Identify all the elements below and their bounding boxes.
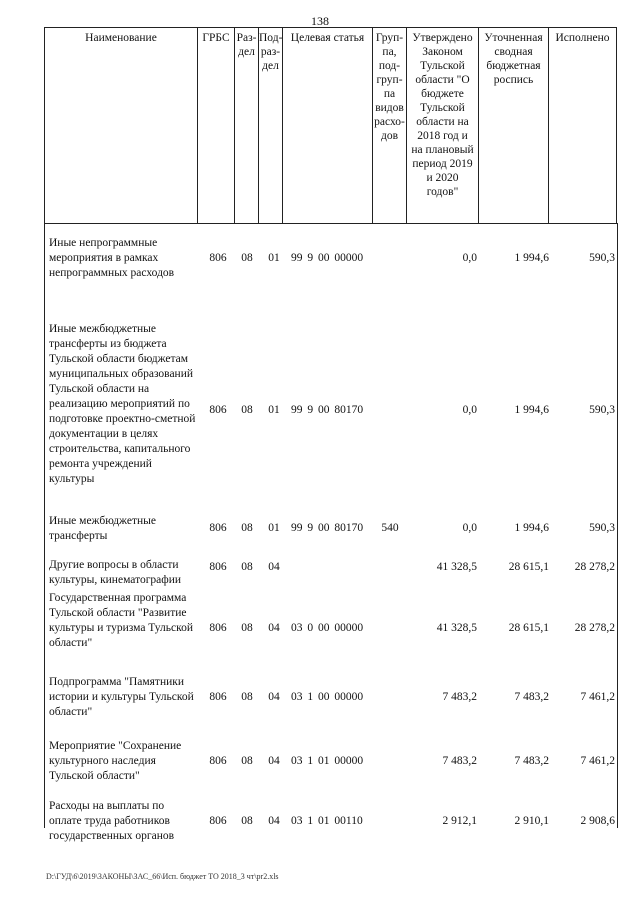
row-target: 03 1 00 00000: [291, 691, 364, 703]
header-group-text: Груп- па, под- груп- па видов расхо- дов: [374, 32, 405, 142]
row-refined: 2 910,1: [514, 815, 549, 827]
row-approved: 7 483,2: [442, 755, 477, 767]
header-grbs-text: ГРБС: [202, 32, 230, 44]
header-razdel-text: Раз- дел: [236, 32, 257, 58]
row-refined: 1 994,6: [514, 522, 549, 534]
row-approved: 41 328,5: [436, 561, 477, 573]
row-executed: 590,3: [589, 522, 615, 534]
row-grbs: 806: [209, 691, 227, 703]
row-refined: 28 615,1: [508, 622, 549, 634]
table-header: [44, 27, 617, 224]
row-name: Подпрограмма "Памятники истории и культуры Тульской области": [49, 676, 194, 718]
row-approved: 2 912,1: [442, 815, 477, 827]
row-approved: 7 483,2: [442, 691, 477, 703]
row-approved: 0,0: [462, 404, 477, 416]
row-target: 99 9 00 80170: [291, 404, 364, 416]
row-refined: 1 994,6: [514, 404, 549, 416]
row-podrazdel: 04: [268, 561, 280, 573]
row-approved: 0,0: [462, 252, 477, 264]
row-refined: 7 483,2: [514, 755, 549, 767]
row-razdel: 08: [241, 252, 253, 264]
row-approved: 0,0: [462, 522, 477, 534]
row-refined: 7 483,2: [514, 691, 549, 703]
row-podrazdel: 04: [268, 755, 280, 767]
row-razdel: 08: [241, 622, 253, 634]
row-target: 03 0 00 00000: [291, 622, 364, 634]
row-executed: 7 461,2: [580, 755, 615, 767]
header-approved-text: Утверждено Законом Тульской области "О бюджете Тульской области на 2018 год и на плановый период 2019 и 2020 годов": [411, 32, 474, 198]
table-body: [44, 223, 618, 842]
row-executed: 590,3: [589, 404, 615, 416]
row-group: 540: [381, 522, 399, 534]
header-executed-text: Исполнено: [555, 32, 610, 44]
row-executed: 2 908,6: [580, 815, 615, 827]
row-name: Иные межбюджетные трансферты: [49, 515, 156, 542]
header-razdel: [235, 28, 259, 224]
row-target: 99 9 00 00000: [291, 252, 364, 264]
header-name: [45, 28, 198, 224]
file-path-footer: D:\ГУД\6\2019\ЗАКОНЫ\ЗАС_66\Исп. бюджет ТО 2018_3 чт\pr2.xls: [46, 872, 279, 881]
row-grbs: 806: [209, 622, 227, 634]
header-group: [373, 28, 407, 224]
row-target: 99 9 00 80170: [291, 522, 364, 534]
row-podrazdel: 01: [268, 522, 280, 534]
header-name-text: Наименование: [85, 32, 157, 44]
row-executed: 28 278,2: [574, 561, 615, 573]
row-grbs: 806: [209, 755, 227, 767]
row-approved: 41 328,5: [436, 622, 477, 634]
header-refined-text: Уточненная сводная бюджетная роспись: [484, 32, 543, 86]
header-podrazdel-text: Под- раз- дел: [259, 32, 283, 72]
row-executed: 590,3: [589, 252, 615, 264]
row-razdel: 08: [241, 815, 253, 827]
row-name: Иные непрограммные мероприятия в рамках непрограммных расходов: [49, 237, 175, 279]
row-name: Расходы на выплаты по оплате труда работников государственных органов: [49, 800, 175, 842]
row-grbs: 806: [209, 815, 227, 827]
header-target-text: Целевая статья: [290, 32, 365, 44]
budget-table: [44, 27, 618, 842]
header-refined: [479, 28, 549, 224]
row-razdel: 08: [241, 561, 253, 573]
row-podrazdel: 04: [268, 622, 280, 634]
row-razdel: 08: [241, 404, 253, 416]
row-podrazdel: 04: [268, 691, 280, 703]
row-refined: 1 994,6: [514, 252, 549, 264]
row-name: Государственная программа Тульской области "Развитие культуры и туризма Тульской области": [49, 592, 193, 649]
page-number: 138: [311, 14, 329, 28]
row-razdel: 08: [241, 755, 253, 767]
row-podrazdel: 01: [268, 252, 280, 264]
row-refined: 28 615,1: [508, 561, 549, 573]
row-target: 03 1 01 00110: [291, 815, 363, 827]
row-target: 03 1 01 00000: [291, 755, 364, 767]
row-grbs: 806: [209, 522, 227, 534]
row-name: Мероприятие "Сохранение культурного наследия Тульской области": [49, 740, 182, 782]
row-executed: 28 278,2: [574, 622, 615, 634]
row-executed: 7 461,2: [580, 691, 615, 703]
header-podrazdel: [259, 28, 283, 224]
header-approved: [407, 28, 479, 224]
row-name: Иные межбюджетные трансферты из бюджета Тульской области бюджетам муниципальных образований Тульской области на реализацию мероприятий по подготовке проектно-сметной документации в целях строительства, капитального ремонта учреждений культуры: [49, 323, 196, 485]
row-razdel: 08: [241, 691, 253, 703]
header-target: [283, 28, 373, 224]
row-podrazdel: 01: [268, 404, 280, 416]
row-razdel: 08: [241, 522, 253, 534]
header-grbs: [198, 28, 235, 224]
row-grbs: 806: [209, 252, 227, 264]
row-grbs: 806: [209, 561, 227, 573]
header-executed: [549, 28, 617, 224]
row-podrazdel: 04: [268, 815, 280, 827]
row-name: Другие вопросы в области культуры, кинематографии: [49, 559, 182, 586]
row-grbs: 806: [209, 404, 227, 416]
